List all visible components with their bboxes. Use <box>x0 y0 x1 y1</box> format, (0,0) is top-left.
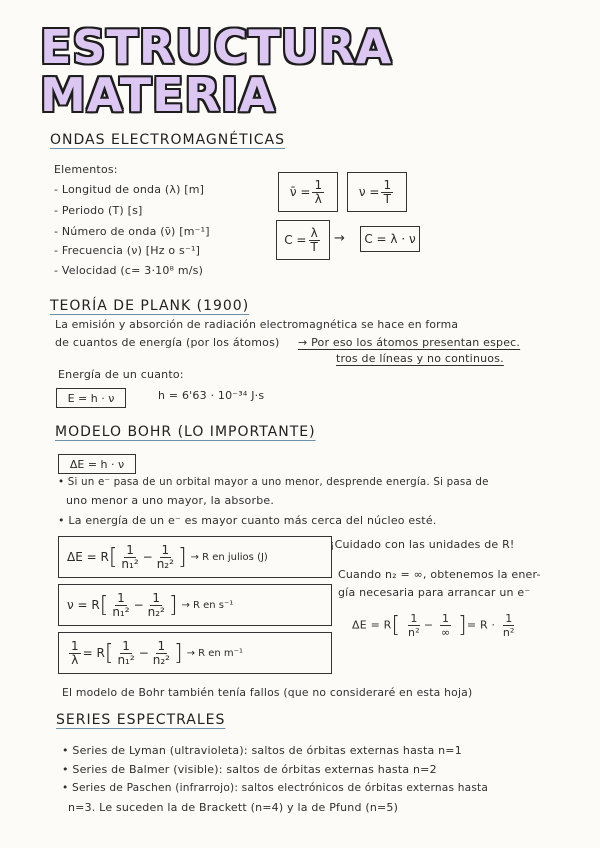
ionization-formula: ΔE = R[ $\frac{1}{\text{n²}}$ − 1 ∞ ]= R · $\frac{1}{\text{n²}}$ <box>352 612 515 639</box>
formula-rydberg-frequency: ν = R [ 1 n₁² − 1 n₂² ] → R en s⁻¹ <box>58 584 332 626</box>
plank-note-1: → Por eso los átomos presentan espec. <box>298 336 521 349</box>
formula-velocity-freq: C = λ · ν <box>360 226 420 252</box>
formula-frequency: ν = $\frac{1}{T}$ <box>347 172 407 212</box>
plank-note-2: tros de líneas y no continuos. <box>336 352 504 365</box>
formula-wavenumber: ν̄ = $\frac{1}{\lambda}$ <box>278 172 338 212</box>
ondas-intro: Elementos: <box>54 163 118 176</box>
bohr-footer: El modelo de Bohr también tenía fallos (que no consideraré en esta hoja) <box>62 686 473 699</box>
title-line-1: ESTRUCTURA <box>40 20 393 74</box>
bohr-note-1: Cuando n₂ = ∞, obtenemos la ener- <box>338 568 541 581</box>
series-item: • Series de Paschen (infrarrojo): saltos electrónicos de órbitas externas hasta <box>62 782 489 794</box>
series-item: • Series de Lyman (ultravioleta): saltos de órbitas externas hasta n=1 <box>62 744 462 757</box>
ondas-item: - Velocidad (c= 3·10⁸ m/s) <box>54 264 204 277</box>
formula-energy: E = h · ν <box>56 388 126 408</box>
series-heading: SERIES ESPECTRALES <box>56 712 226 728</box>
bohr-bullet-2: • La energía de un e⁻ es mayor cuanto más cerca del núcleo esté. <box>58 514 437 527</box>
bohr-bullet-1b: uno menor a uno mayor, la absorbe. <box>66 494 275 507</box>
plank-heading: TEORÍA DE PLANK (1900) <box>50 298 250 314</box>
plank-line-1: La emisión y absorción de radiación electromagnética se hace en forma <box>55 318 459 331</box>
formula-bohr: ΔE = h · ν <box>58 454 136 474</box>
bohr-heading: MODELO BOHR (LO IMPORTANTE) <box>55 424 316 440</box>
bohr-bullet-1a: • Si un e⁻ pasa de un orbital mayor a uno menor, desprende energía. Si pasa de <box>58 476 489 488</box>
units-warning: ¡Cuidado con las unidades de R! <box>330 538 515 551</box>
ondas-item: - Número de onda (ν̄) [m⁻¹] <box>54 225 210 238</box>
series-item: n=3. Le suceden la de Brackett (n=4) y la de Pfund (n=5) <box>68 801 399 814</box>
bohr-note-2: gía necesaria para arrancar un e⁻ <box>338 586 531 599</box>
formula-rydberg-wavelength: $\frac{1}{\lambda}$ = R [ 1 n₁² − 1 n₂² ] → R en m⁻¹ <box>58 632 332 674</box>
title-line-2: MATERIA <box>40 68 276 122</box>
planck-constant: h = 6'63 · 10⁻³⁴ J·s <box>158 389 265 402</box>
arrow: → <box>334 231 346 246</box>
formula-rydberg-energy: ΔE = R [ 1 n₁² − 1 n₂² ] → R en julios (J) <box>58 536 332 578</box>
ondas-item: - Frecuencia (ν) [Hz o s⁻¹] <box>54 244 201 257</box>
plank-line-2: de cuantos de energía (por los átomos) <box>55 336 280 349</box>
ondas-heading: ONDAS ELECTROMAGNÉTICAS <box>50 132 286 148</box>
ondas-item: - Longitud de onda (λ) [m] <box>54 183 205 196</box>
ondas-item: - Periodo (T) [s] <box>54 204 143 217</box>
series-item: • Series de Balmer (visible): saltos de órbitas externas hasta n=2 <box>62 763 437 776</box>
formula-velocity-period: C = $\frac{\lambda}{T}$ <box>276 220 330 260</box>
energy-label: Energía de un cuanto: <box>58 368 184 381</box>
